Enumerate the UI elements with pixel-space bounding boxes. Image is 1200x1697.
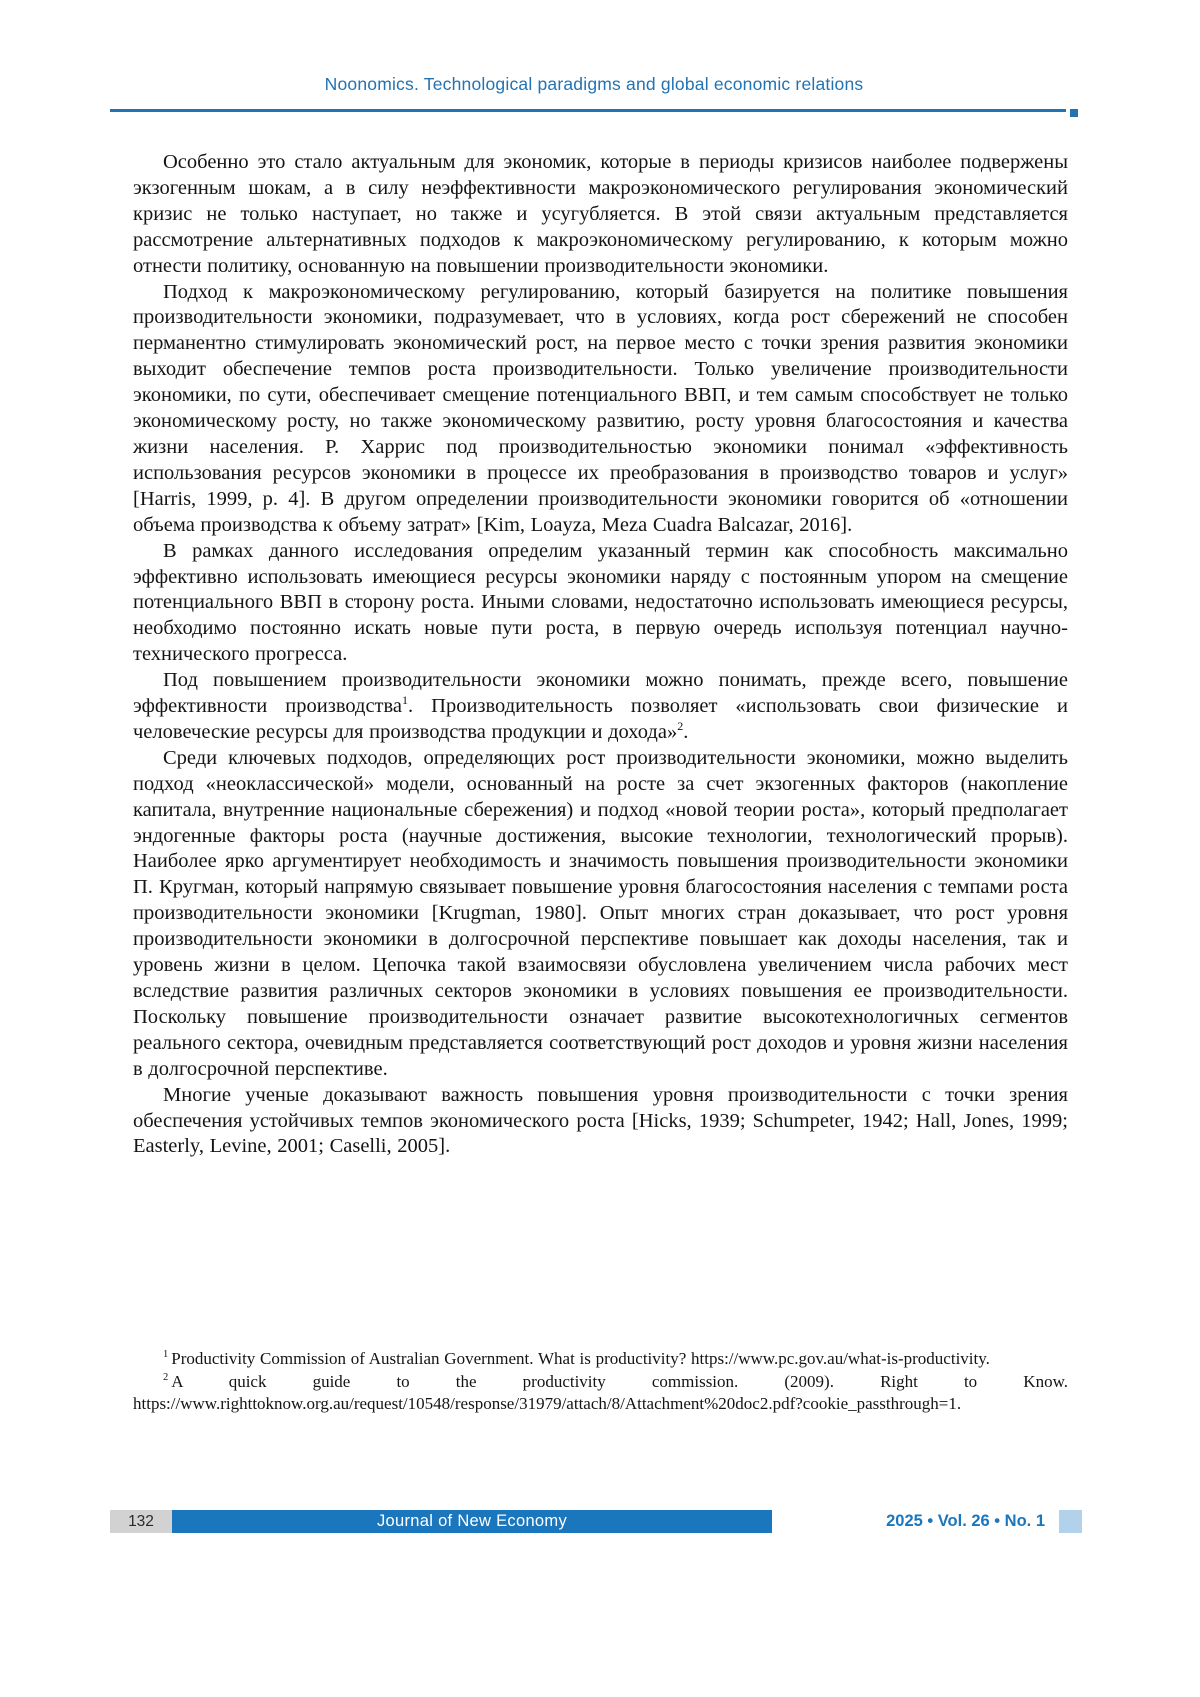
page-number: 132 [110, 1510, 172, 1533]
paragraph-text: . Производительность позволяет «использовать свои физические и человеческие ресурсы для производства продукции и дохода» [133, 695, 1068, 743]
header-rule-line [110, 109, 1066, 112]
footer-accent-square [1059, 1510, 1082, 1533]
footnote [133, 1348, 1068, 1371]
running-title: Noonomics. Technological paradigms and global economic relations [324, 74, 864, 94]
footnote-marker: 2 [163, 1371, 169, 1383]
footnote-marker: 1 [163, 1349, 169, 1361]
paragraph [133, 668, 1068, 746]
footnotes [133, 1348, 1068, 1416]
paragraph-text: Под повышением производительности экономики можно понимать, прежде всего, повышение эффективности производства [133, 669, 1068, 718]
paragraph [133, 1083, 1068, 1161]
paragraph-text: . [683, 720, 689, 743]
paragraph [133, 539, 1068, 669]
footnote [133, 1371, 1068, 1416]
journal-name: Journal of New Economy [376, 1512, 568, 1530]
paragraph-text: В рамках данного исследования определим указанный термин как способность максимально эффективно использовать имеющиеся ресурсы экономики наряду с постоянным упором на смещение потенциального ВВП в сторону роста. Иными словами, недостаточно использовать имеющиеся ресурсы, необходимо постоянно искать новые пути роста, в первую очередь используя потенциал научно-технического прогресса. [133, 539, 1068, 666]
header-rule-square [1070, 109, 1078, 117]
issue-info: 2025 • Vol. 26 • No. 1 [886, 1512, 1045, 1530]
header-rule [110, 104, 1078, 117]
journal-name-bar [172, 1510, 772, 1533]
paragraph-text: Среди ключевых подходов, определяющих рост производительности экономики, можно выделить подход «неоклассической» модели, основанный на росте за счет экзогенных факторов (накопление капитала, внутренние национальные сбережения) и подход «новой теории роста», который предполагает эндогенные факторы роста (научные достижения, высокие технологии, технологический прорыв). Наиболее ярко аргументирует необходимость и значимость повышения производительности экономики П. Кругман, который напрямую связывает повышение уровня благосостояния населения с темпами роста производительности экономики [Krugman, 1980]. Опыт многих стран доказывает, что рост уровня производительности экономики в долгосрочной перспективе повышает как доходы населения, так и уровень жизни в целом. Цепочка такой взаимосвязи обусловлена увеличением числа рабочих мест вследствие развития различных секторов экономики в условиях повышения ее производительности. Поскольку повышение производительности означает развитие высокотехнологичных сегментов реального сектора, очевидным представляется соответствующий рост доходов и уровня жизни населения в долгосрочной перспективе. [133, 746, 1068, 1080]
paragraph-text: Подход к макроэкономическому регулированию, который базируется на политике повышения производительности экономики, подразумевает, что в условиях, когда рост сбережений не способен перманентно стимулировать экономический рост, на первое место с точки зрения развития экономики выходит обеспечение темпов роста производительности. Только увеличение производительности экономики, по сути, обеспечивает смещение потенциального ВВП, и тем самым способствует не только экономическому росту, но также экономическому развитию, росту уровня благосостояния и качества жизни населения. Р. Харрис под производительностью экономики понимал «эффективность использования ресурсов экономики в процессе их преобразования в производство товаров и услуг» [Harris, 1999, p. 4]. В другом определении производительности экономики говорится об «отношении объема производства к объему затрат» [Kim, Loayza, Meza Cuadra Balcazar, 2016]. [133, 280, 1068, 536]
paragraph [133, 280, 1068, 539]
paragraph [133, 746, 1068, 1083]
footnote-text: A quick guide to the productivity commission. (2009). Right to Know. https://www.righttoknow.org.au/request/10548/response/31979/attach/8/Attachment%20doc2.pdf?cookie_passthrough=1. [133, 1371, 1068, 1413]
article-body [133, 150, 1068, 1160]
paragraph-text: Многие ученые доказывают важность повышения уровня производительности с точки зрения обеспечения устойчивых темпов экономического роста [Hicks, 1939; Schumpeter, 1942; Hall, Jones, 1999; Easterly, Levine, 2001; Caselli, 2005]. [133, 1083, 1068, 1158]
paragraphs-container [133, 150, 1068, 1160]
paragraph [133, 150, 1068, 280]
paragraph-text: Особенно это стало актуальным для экономик, которые в периоды кризисов наиболее подвержены экзогенным шокам, а в силу неэффективности макроэкономического регулирования экономический кризис не только наступает, но также и усугубляется. В этой связи актуальным представляется рассмотрение альтернативных подходов к макроэкономическому регулированию, к которым можно отнести политику, основанную на повышении производительности экономики. [133, 151, 1068, 277]
page-footer [110, 1510, 1082, 1533]
footnote-ref: 1 [402, 693, 409, 708]
page-header [110, 74, 1078, 117]
footnote-text: Productivity Commission of Australian Government. What is productivity? https://www.pc.gov.au/what-is-productivity. [171, 1349, 990, 1368]
footnote-ref: 2 [677, 719, 684, 734]
